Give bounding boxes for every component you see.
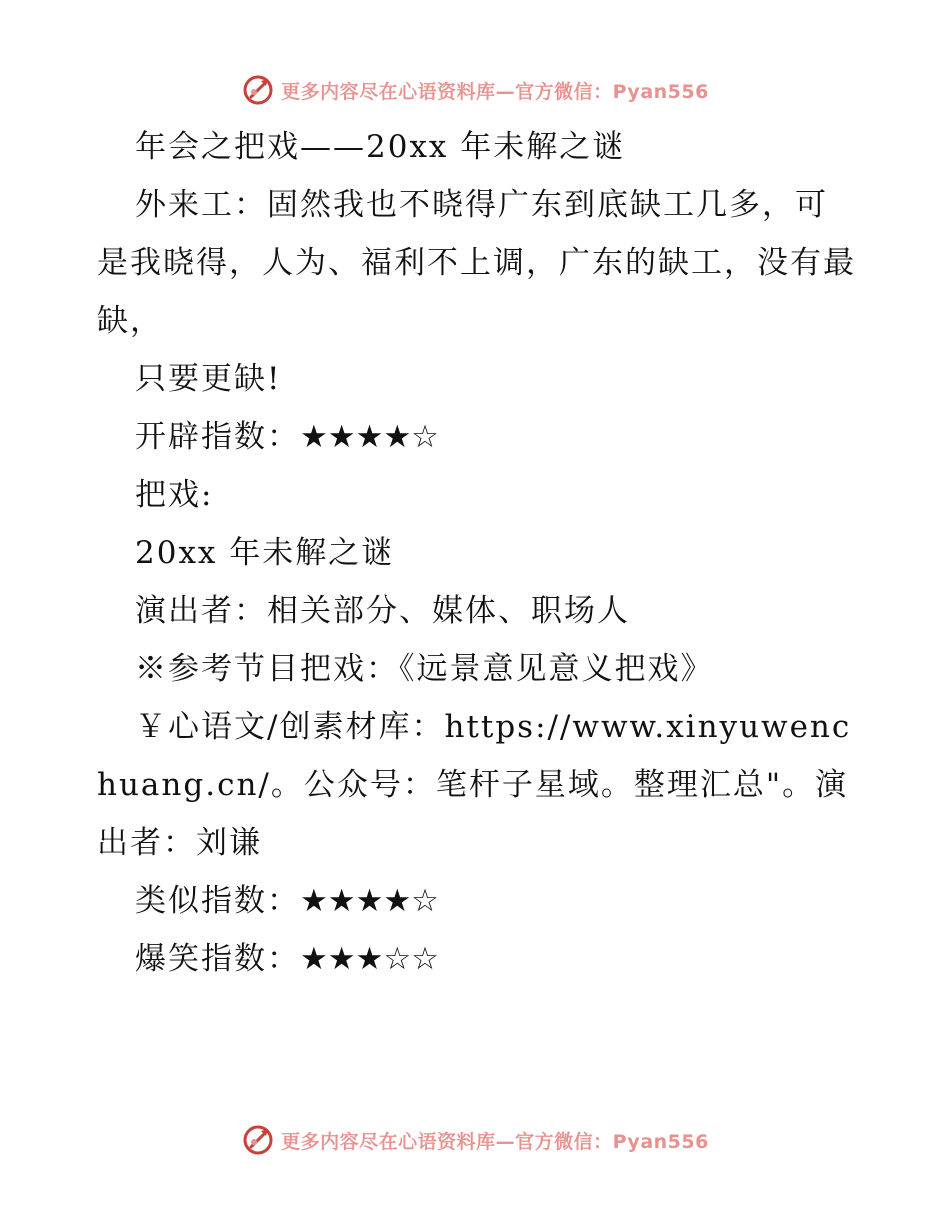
star-rating: ★★★★☆ bbox=[300, 883, 439, 919]
paragraph: 演出者：相关部分、媒体、职场人 bbox=[135, 593, 630, 629]
paragraph: ※参考节目把戏：《远景意见意义把戏》 bbox=[135, 651, 714, 687]
paragraph: 20xx 年未解之谜 bbox=[135, 535, 395, 571]
logo-icon bbox=[241, 1123, 275, 1157]
rating-label: 开辟指数： bbox=[135, 419, 300, 455]
footer-banner-text: 更多内容尽在心语资料库—官方微信：Pyan556 bbox=[281, 1130, 709, 1153]
logo-icon bbox=[241, 73, 275, 107]
paragraph: ￥心语文/创素材库：https://www.xinyuwenchuang.cn/。公众号：笔杆子星域。整理汇总"。演出者：刘谦 bbox=[97, 709, 852, 861]
paragraph: 外来工：固然我也不晓得广东到底缺工几多，可是我晓得，人为、福利不上调，广东的缺工，没有最缺， bbox=[97, 187, 856, 339]
rating-label: 类似指数： bbox=[135, 883, 300, 919]
footer-banner bbox=[0, 1120, 950, 1160]
star-rating: ★★★☆☆ bbox=[300, 941, 439, 977]
header-banner bbox=[0, 70, 950, 110]
doc-title-line: 年会之把戏——20xx 年未解之谜 bbox=[135, 129, 626, 165]
rating-label: 爆笑指数： bbox=[135, 941, 300, 977]
star-rating: ★★★★☆ bbox=[300, 419, 439, 455]
document-body bbox=[97, 118, 857, 988]
rating-line bbox=[97, 930, 857, 988]
header-banner-text: 更多内容尽在心语资料库—官方微信：Pyan556 bbox=[281, 80, 709, 103]
paragraph: 只要更缺! bbox=[135, 361, 282, 397]
rating-line bbox=[97, 408, 857, 466]
paragraph: 把戏: bbox=[135, 477, 214, 513]
rating-line bbox=[97, 872, 857, 930]
